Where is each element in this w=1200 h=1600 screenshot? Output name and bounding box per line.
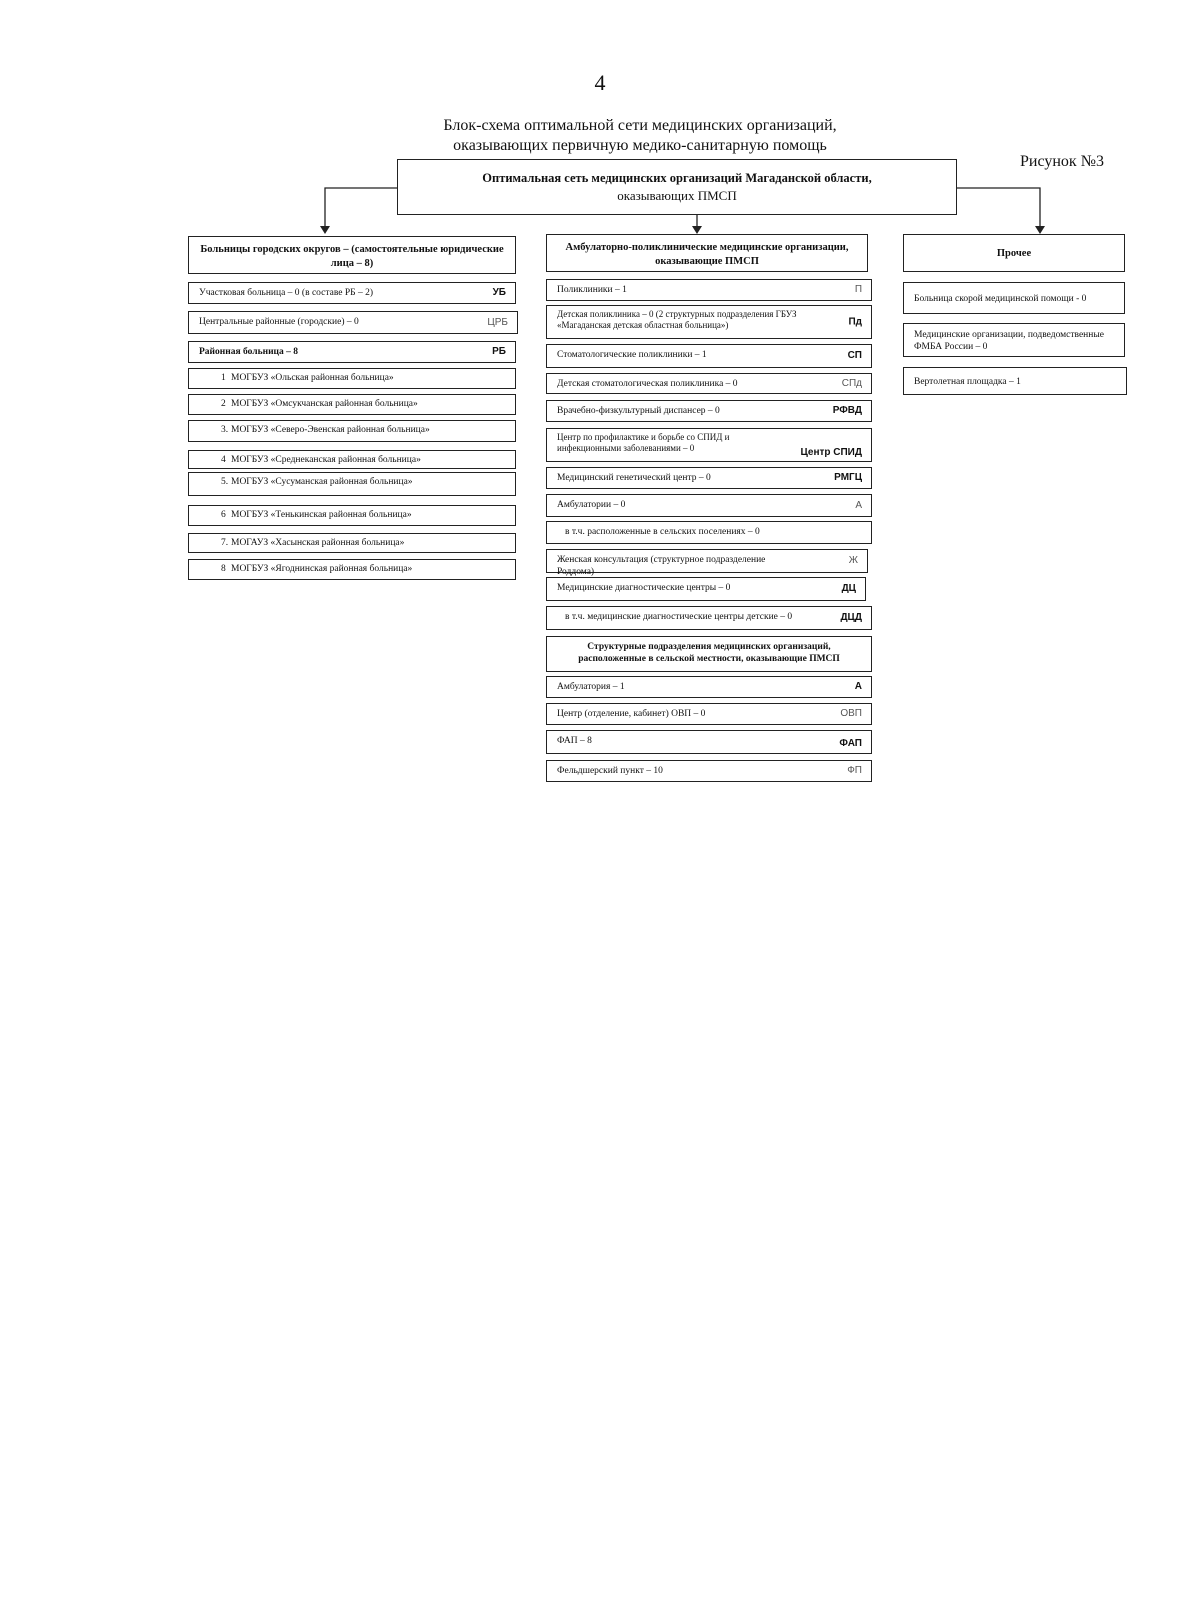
middle-item-child-polyclinic: Детская поликлиника – 0 (2 структурных подразделения ГБУЗ «Магаданская детская областная больница») Пд [546, 305, 872, 339]
left-item-uchastkovaya: Участковая больница – 0 (в составе РБ – 2) УБ [188, 282, 516, 304]
middle-item-code: РФВД [832, 405, 862, 416]
middle-item-code: Ж [848, 555, 858, 566]
middle-item-ambulatory-rural: в т.ч. расположенные в сельских поселениях – 0 [546, 521, 872, 544]
left-header: Больницы городских округов – (самостоятельные юридические лица – 8) [188, 236, 516, 274]
left-item-rb: Районная больница – 8 РБ [188, 341, 516, 363]
middle-item-code: РМГЦ [834, 472, 862, 483]
middle-item-code: Центр СПИД [800, 447, 862, 458]
right-item-helipad: Вертолетная площадка – 1 [903, 367, 1127, 395]
diagram-title [380, 116, 900, 156]
rural-item-ambulatory: Амбулатория – 1 А [546, 676, 872, 698]
middle-item-code: СПд [841, 377, 862, 389]
middle-item-child-dental: Детская стоматологическая поликлиника – 0 СПд [546, 373, 872, 394]
middle-item-code: ДЦД [840, 612, 862, 623]
middle-item-ambulatory: Амбулатории – 0 А [546, 494, 872, 517]
connector-right [957, 188, 1040, 228]
hospital-row: 8 МОГБУЗ «Ягоднинская районная больница» [188, 559, 516, 580]
middle-item-diagnostic-centers: Медицинские диагностические центры – 0 ДЦ [546, 577, 866, 601]
arrow-right [1035, 226, 1045, 234]
middle-item-code: П [854, 284, 862, 295]
rural-item-fp: Фельдшерский пункт – 10 ФП [546, 760, 872, 782]
page-number: 4 [594, 70, 606, 95]
middle-item-code: Пд [848, 316, 862, 328]
hospital-row: 7. МОГАУЗ «Хасынская районная больница» [188, 533, 516, 553]
arrow-left [320, 226, 330, 234]
root-line-1: Оптимальная сеть медицинских организаций Магаданской области, [482, 171, 872, 185]
hospital-row: 5. МОГБУЗ «Сусуманская районная больница» [188, 472, 516, 496]
middle-item-polyclinic: Поликлиники – 1 П [546, 279, 872, 301]
rural-item-fap: ФАП – 8 ФАП [546, 730, 872, 754]
right-item-fmba: Медицинские организации, подведомственные ФМБА России – 0 [903, 323, 1125, 357]
middle-item-womens-consultation: Женская консультация (структурное подразделение Роддома) Ж [546, 549, 868, 573]
left-item-crb: Центральные районные (городские) – 0 ЦРБ [188, 311, 518, 334]
title-line-2: оказывающих первичную медико-санитарную помощь [453, 137, 827, 154]
middle-item-sport-dispensary: Врачебно-физкультурный диспансер – 0 РФВД [546, 400, 872, 422]
middle-item-aids-center: Центр по профилактике и борьбе со СПИД и инфекционными заболеваниями – 0 Центр СПИД [546, 428, 872, 462]
root-line-2: оказывающих ПМСП [617, 188, 737, 203]
rural-item-code: А [854, 681, 862, 692]
left-item-code: ЦРБ [487, 316, 508, 328]
middle-item-code: СП [847, 350, 862, 361]
root-node [397, 159, 957, 215]
connector-left [325, 188, 397, 228]
right-header: Прочее [903, 234, 1125, 272]
rural-item-ovp: Центр (отделение, кабинет) ОВП – 0 ОВП [546, 703, 872, 725]
middle-item-dental: Стоматологические поликлиники – 1 СП [546, 344, 872, 368]
left-item-code: РБ [492, 346, 506, 357]
middle-item-code: А [855, 499, 862, 511]
hospital-row: 3. МОГБУЗ «Северо-Эвенская районная больница» [188, 420, 516, 442]
hospital-row: 4 МОГБУЗ «Среднеканская районная больница» [188, 450, 516, 469]
title-line-1: Блок-схема оптимальной сети медицинских организаций, [443, 117, 837, 134]
rural-item-code: ФП [847, 765, 862, 776]
middle-item-code: ДЦ [841, 583, 856, 594]
right-item-ambulance-hospital: Больница скорой медицинской помощи - 0 [903, 282, 1125, 314]
hospital-row: 2 МОГБУЗ «Омсукчанская районная больница» [188, 394, 516, 415]
middle-header: Амбулаторно-поликлинические медицинские организации, оказывающие ПМСП [546, 234, 868, 272]
middle-item-diagnostic-centers-child: в т.ч. медицинские диагностические центры детские – 0 ДЦД [546, 606, 872, 630]
rural-item-code: ОВП [840, 708, 862, 719]
rural-item-code: ФАП [839, 738, 862, 749]
rural-header: Структурные подразделения медицинских организаций, расположенные в сельской местности, оказывающие ПМСП [546, 636, 872, 672]
left-item-code: УБ [492, 287, 506, 298]
middle-item-genetic-center: Медицинский генетический центр – 0 РМГЦ [546, 467, 872, 489]
arrow-middle [692, 226, 702, 234]
hospital-row: 6 МОГБУЗ «Тенькинская районная больница» [188, 505, 516, 526]
hospital-row: 1 МОГБУЗ «Ольская районная больница» [188, 368, 516, 389]
figure-label: Рисунок №3 [1020, 153, 1104, 170]
